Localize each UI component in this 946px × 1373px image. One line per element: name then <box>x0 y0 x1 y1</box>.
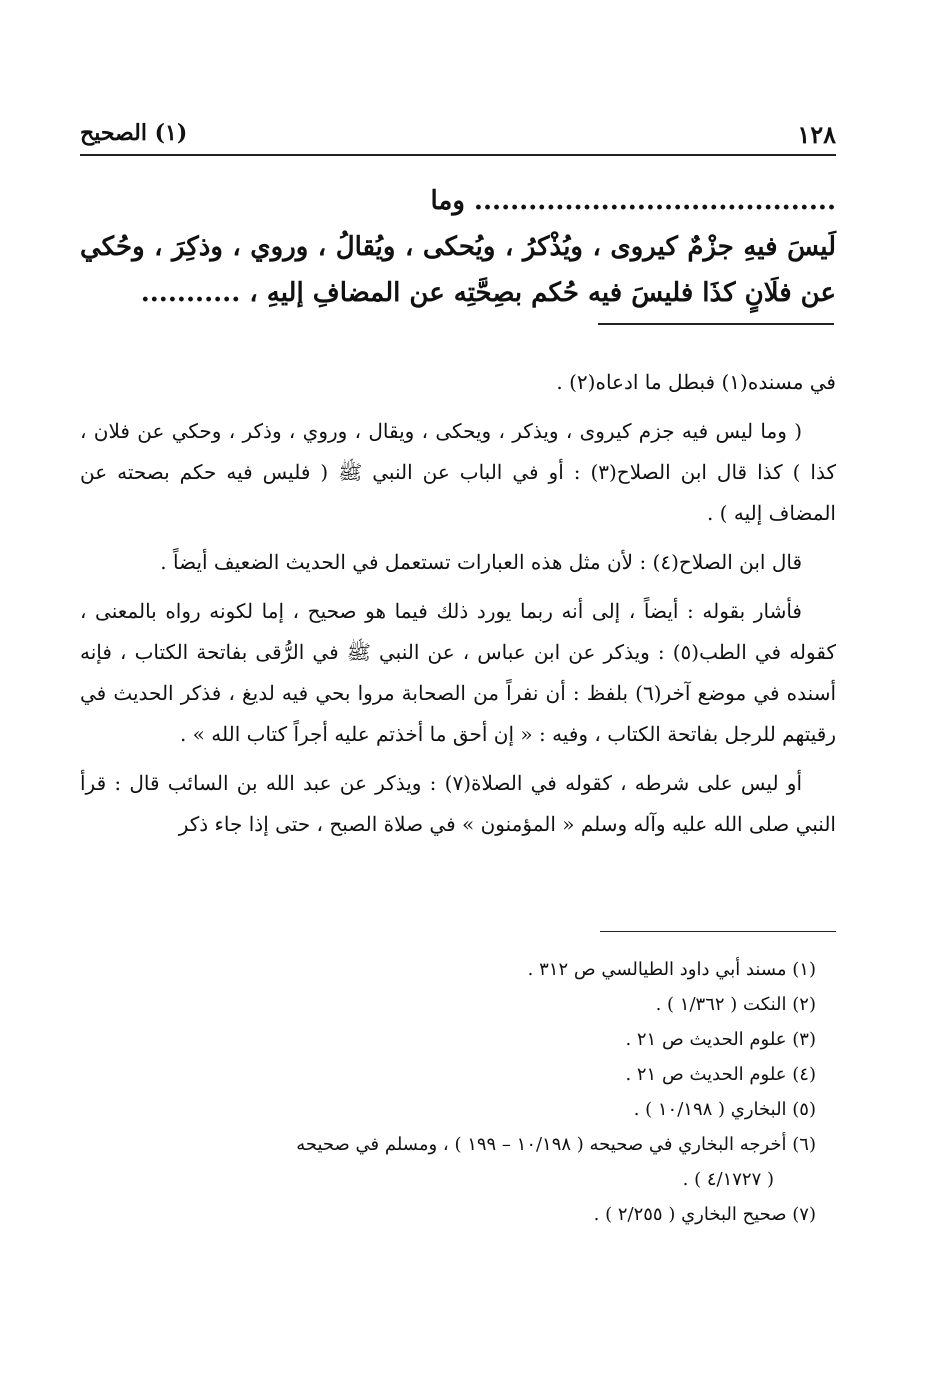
matn-line-1: ........................................ وما <box>430 186 836 216</box>
commentary-paragraph-5: أو ليس على شرطه ، كقوله في الصلاة(٧) : ويذكر عن عبد الله بن السائب قال : قرأ النبي صلى الله عليه وآله وسلم « المؤمنون » في صلاة الصبح ، حتى إذا جاء ذكر <box>80 771 836 836</box>
commentary-paragraph-3: قال ابن الصلاح(٤) : لأن مثل هذه العبارات تستعمل في الحديث الضعيف أيضاً . <box>160 550 802 574</box>
footnote-2: (٢) النكت ( ١/٣٦٢ ) . <box>655 994 816 1015</box>
page-number: ١٢٨ <box>797 120 836 149</box>
matn-line-2: لَيسَ فيهِ جزْمٌ كيروى ، ويُذْكرُ ، ويُحكى ، ويُقالُ ، وروي ، وذكِرَ ، وحُكي عن فلَانٍ كذَا فليسَ فيه حُكم بصِحَّتِه عن المضافِ إليهِ ، ........... <box>80 232 836 308</box>
running-title: (١) الصحيح <box>80 120 188 146</box>
footnote-divider <box>600 931 836 932</box>
footnote-7: (٧) صحيح البخاري ( ٢/٢٥٥ ) . <box>593 1204 816 1225</box>
matn-divider <box>598 323 834 325</box>
footnote-6: (٦) أخرجه البخاري في صحيحه ( ١٠/١٩٨ – ١٩٩ ) ، ومسلم في صحيحه <box>296 1134 816 1155</box>
commentary-paragraph-4: فأشار بقوله : أيضاً ، إلى أنه ربما يورد ذلك فيما هو صحيح ، إما لكونه رواه بالمعنى ، كقوله في الطب(٥) : ويذكر عن ابن عباس ، عن النبي ﷺ في الرُّقى بفاتحة الكتاب ، فإنه أسنده في موضع آخر(٦) بلفظ : أن نفراً من الصحابة مروا بحي فيه لديغ ، فذكر الحديث في رقيتهم للرجل بفاتحة الكتاب ، وفيه : « إن أحق ما أخذتم عليه أجراً كتاب الله » . <box>80 599 837 746</box>
footnote-5: (٥) البخاري ( ١٠/١٩٨ ) . <box>633 1099 816 1120</box>
footnote-3: (٣) علوم الحديث ص ٢١ . <box>625 1029 816 1050</box>
matn-text <box>80 178 836 316</box>
commentary-text <box>80 362 836 853</box>
page-header <box>80 116 836 156</box>
commentary-paragraph-1: في مسنده(١) فبطل ما ادعاه(٢) . <box>556 370 836 394</box>
footnote-6-continuation: ( ٤/١٧٢٧ ) . <box>682 1169 774 1190</box>
footnotes <box>80 952 826 1232</box>
commentary-paragraph-2: ( وما ليس فيه جزم كيروى ، ويذكر ، ويحكى ، ويقال ، وروي ، وذكر ، وحكي عن فلان ، كذا ) كذا قال ابن الصلاح(٣) : أو في الباب عن النبي ﷺ ( فليس فيه حكم بصحته عن المضاف إليه ) . <box>80 419 836 525</box>
footnote-1: (١) مسند أبي داود الطيالسي ص ٣١٢ . <box>527 959 816 980</box>
footnote-4: (٤) علوم الحديث ص ٢١ . <box>625 1064 816 1085</box>
